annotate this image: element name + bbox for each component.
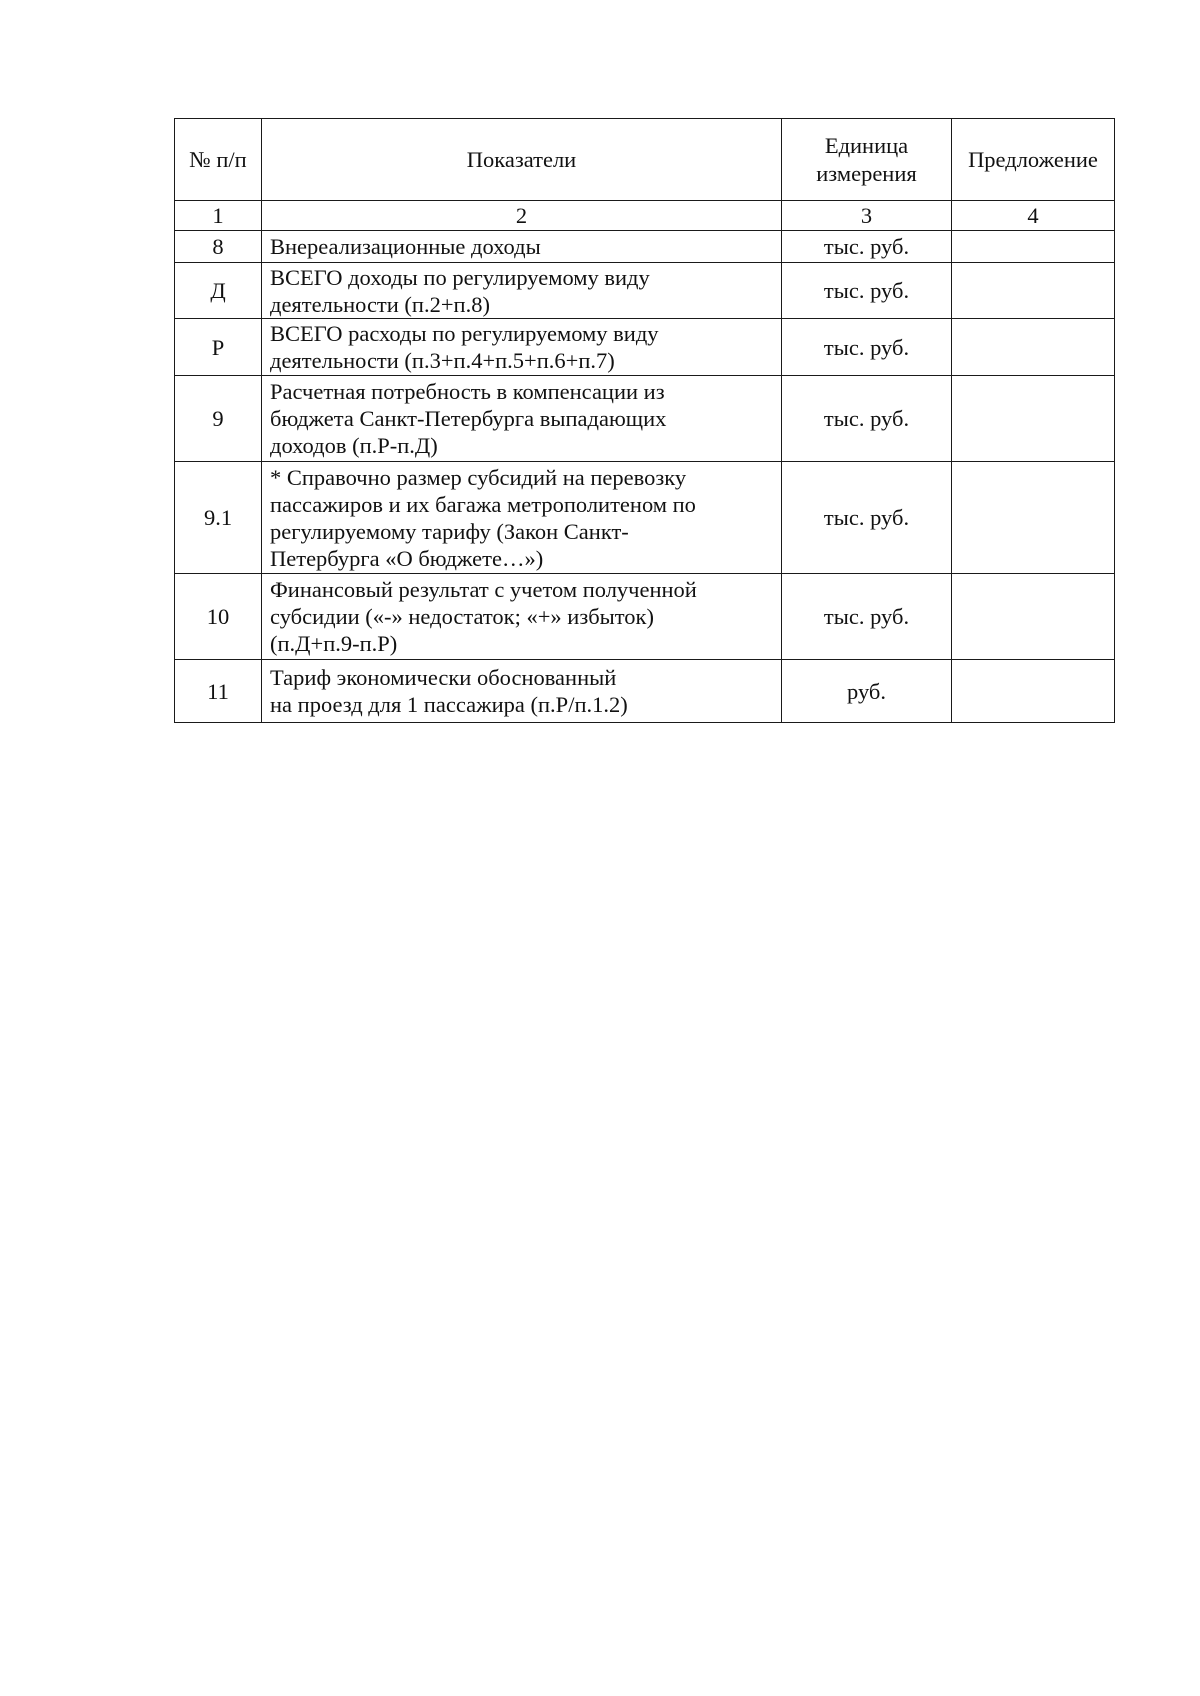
header-indicator: Показатели [262,119,782,201]
indicator-line: Внереализационные доходы [270,234,541,259]
indicator-line: Финансовый результат с учетом полученной [270,577,697,602]
header-unit-line1: Единица [824,132,909,158]
row-num: Д [175,263,262,319]
row-indicator [262,462,782,574]
header-num: № п/п [175,119,262,201]
row-unit: тыс. руб. [782,319,952,376]
indicator-line: (п.Д+п.9-п.Р) [270,631,398,656]
row-unit: тыс. руб. [782,574,952,660]
indicator-line: Расчетная потребность в компенсации из [270,379,665,404]
table-row [175,231,1115,263]
row-unit: тыс. руб. [782,263,952,319]
row-indicator [262,319,782,376]
column-number-4: 4 [952,201,1115,231]
header-proposal: Предложение [952,119,1115,201]
header-unit-line2: измерения [816,160,917,186]
row-proposal [952,319,1115,376]
row-indicator [262,660,782,723]
row-proposal [952,231,1115,263]
indicator-line: Тариф экономически обоснованный [270,665,617,690]
table-row [175,376,1115,462]
row-proposal [952,263,1115,319]
table-row [175,574,1115,660]
row-proposal [952,376,1115,462]
row-indicator [262,376,782,462]
table-header-row [175,119,1115,201]
indicator-line: на проезд для 1 пассажира (п.Р/п.1.2) [270,692,628,717]
row-unit: тыс. руб. [782,462,952,574]
row-num: 9 [175,376,262,462]
table-row [175,319,1115,376]
row-proposal [952,660,1115,723]
indicator-line: доходов (п.Р-п.Д) [270,433,438,458]
column-number-row [175,201,1115,231]
row-unit: тыс. руб. [782,231,952,263]
row-proposal [952,574,1115,660]
table-row [175,263,1115,319]
indicator-line: деятельности (п.2+п.8) [270,291,490,317]
indicator-line: ВСЕГО расходы по регулируемому виду [270,321,659,346]
row-indicator [262,263,782,319]
tariff-indicators-table [174,118,1115,723]
indicator-line: * Справочно размер субсидий на перевозку [270,464,687,490]
row-num: Р [175,319,262,376]
indicator-line: субсидии («-» недостаток; «+» избыток) [270,604,654,629]
row-proposal [952,462,1115,574]
indicator-line: бюджета Санкт-Петербурга выпадающих [270,406,667,431]
indicator-line: Петербурга «О бюджете…») [270,545,544,571]
row-indicator [262,574,782,660]
row-num: 9.1 [175,462,262,574]
row-num: 10 [175,574,262,660]
row-indicator [262,231,782,263]
column-number-1: 1 [175,201,262,231]
row-unit: тыс. руб. [782,376,952,462]
indicator-line: регулируемому тарифу (Закон Санкт- [270,518,629,544]
indicator-line: ВСЕГО доходы по регулируемому виду [270,264,650,290]
row-num: 8 [175,231,262,263]
column-number-2: 2 [262,201,782,231]
row-unit: руб. [782,660,952,723]
table-row [175,660,1115,723]
header-unit [782,119,952,201]
row-num: 11 [175,660,262,723]
indicator-line: деятельности (п.3+п.4+п.5+п.6+п.7) [270,348,615,373]
column-number-3: 3 [782,201,952,231]
indicator-line: пассажиров и их багажа метрополитеном по [270,491,696,517]
table-row [175,462,1115,574]
